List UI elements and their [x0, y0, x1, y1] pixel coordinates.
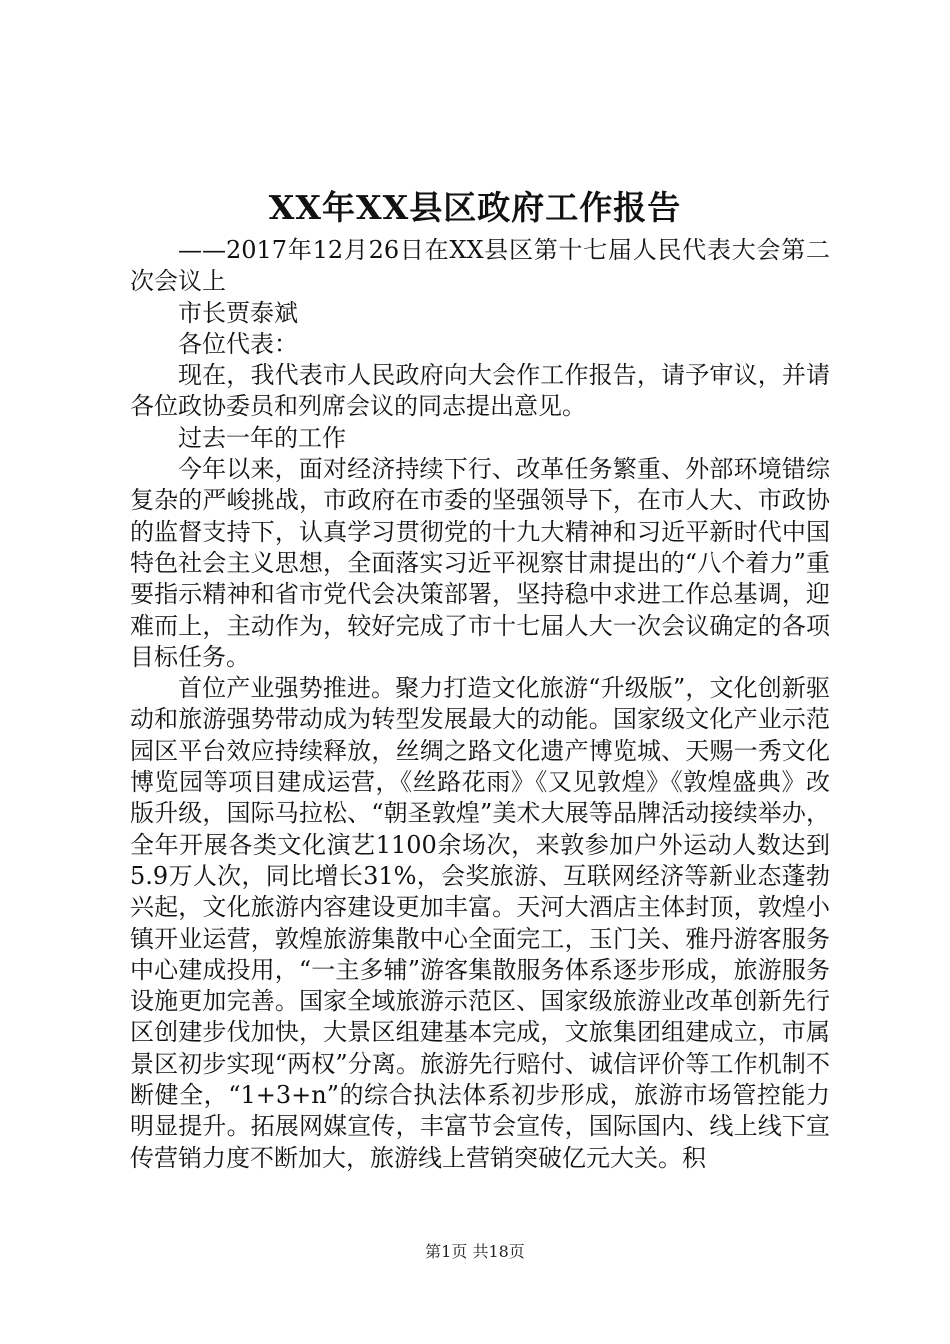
salutation-line: 各位代表： [178, 329, 298, 358]
section-heading: 过去一年的工作 [178, 423, 346, 452]
document-title: XX年XX县区政府工作报告 [268, 188, 682, 227]
document-body [130, 235, 830, 1174]
paragraph-overview: 今年以来，面对经济持续下行、改革任务繁重、外部环境错综复杂的严峻挑战，市政府在市委的坚强领导下，在市人大、市政协的监督支持下，认真学习贯彻党的十九大精神和习近平新时代中国特色社会主义思想，全面落实习近平视察甘肃提出的“八个着力”重要指示精神和省市党代会决策部署，坚持稳中求进工作总基调，迎难而上，主动作为，较好完成了市十七届人大一次会议确定的各项目标任务。 [130, 455, 830, 671]
subtitle-line: ——2017年12月26日在XX县区第十七届人民代表大会第二次会议上 [130, 236, 830, 296]
page-number-footer: 第1页 共18页 [425, 1242, 525, 1261]
speaker-line: 市长贾泰斌 [178, 298, 298, 327]
paragraph-tourism: 首位产业强势推进。聚力打造文化旅游“升级版”，文化创新驱动和旅游强势带动成为转型发展最大的动能。国家级文化产业示范园区平台效应持续释放，丝绸之路文化遗产博览城、天赐一秀文化博览园等项目建成运营，《丝路花雨》《又见敦煌》《敦煌盛典》改版升级，国际马拉松、“朝圣敦煌”美术大展等品牌活动接续举办，全年开展各类文化演艺1100余场次，来敦参加户外运动人数达到5.9万人次，同比增长31%，会奖旅游、互联网经济等新业态蓬勃兴起，文化旅游内容建设更加丰富。天河大酒店主体封顶，敦煌小镇开业运营，敦煌旅游集散中心全面完工，玉门关、雅丹游客服务中心建成投用，“一主多辅”游客集散服务体系逐步形成，旅游服务设施更加完善。国家全域旅游示范区、国家级旅游业改革创新先行区创建步伐加快，大景区组建基本完成，文旅集团组建成立，市属景区初步实现“两权”分离。旅游先行赔付、诚信评价等工作机制不断健全，“1+3+n”的综合执法体系初步形成，旅游市场管控能力明显提升。拓展网媒宣传，丰富节会宣传，国际国内、线上线下宣传营销力度不断加大，旅游线上营销突破亿元大关。积 [130, 674, 830, 1172]
paragraph-intro: 现在，我代表市人民政府向大会作工作报告，请予审议，并请各位政协委员和列席会议的同志提出意见。 [130, 361, 830, 421]
